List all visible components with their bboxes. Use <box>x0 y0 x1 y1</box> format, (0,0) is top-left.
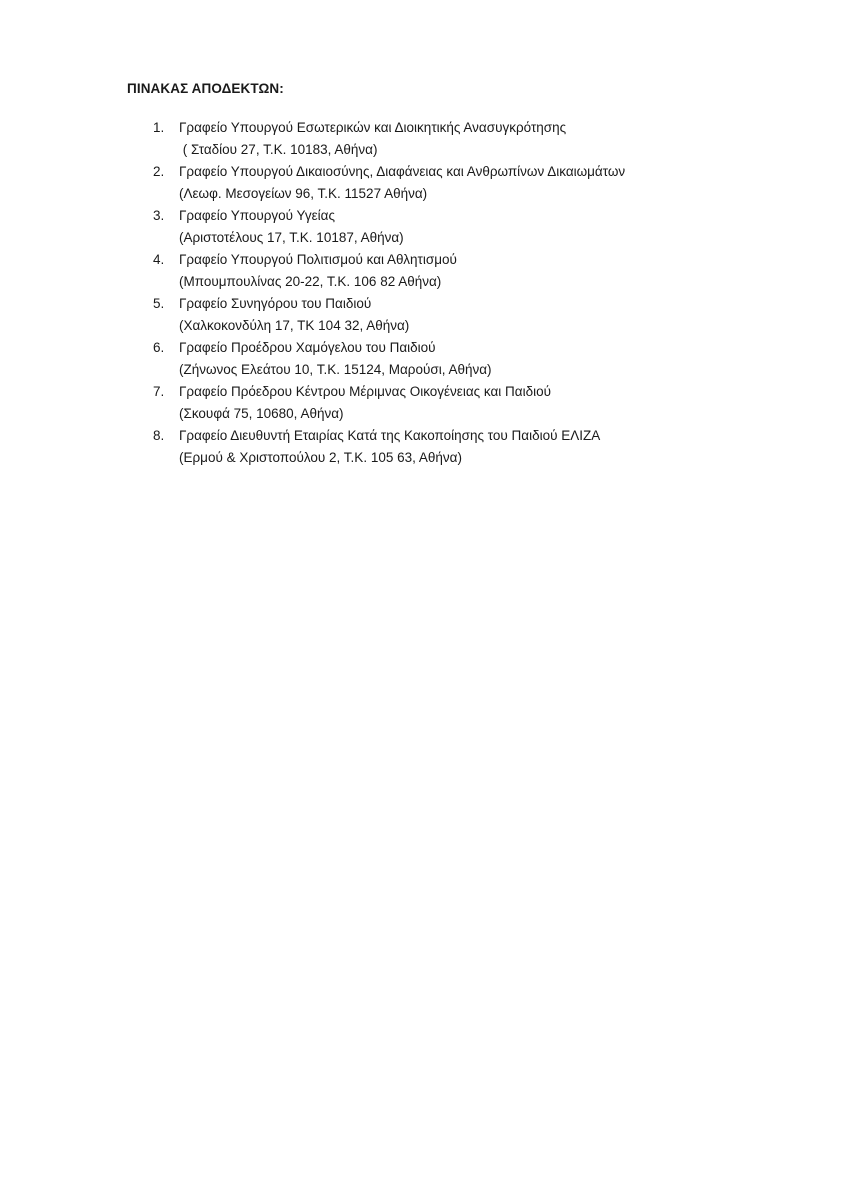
recipients-list <box>150 117 790 469</box>
recipient-office: Γραφείο Συνηγόρου του Παιδιού <box>179 296 372 311</box>
recipient-address: (Αριστοτέλους 17, Τ.Κ. 10187, Αθήνα) <box>179 230 404 245</box>
recipient-number: 3. <box>153 208 165 223</box>
recipient-number: 1. <box>153 120 165 135</box>
recipient-address: (Λεωφ. Μεσογείων 96, Τ.Κ. 11527 Αθήνα) <box>179 186 428 201</box>
recipient-item <box>150 117 790 161</box>
recipient-item <box>150 293 790 337</box>
recipient-office: Γραφείο Πρόεδρου Κέντρου Μέριμνας Οικογένειας και Παιδιού <box>179 384 551 399</box>
recipient-office: Γραφείο Προέδρου Χαμόγελου του Παιδιού <box>179 340 436 355</box>
recipient-office: Γραφείο Υπουργού Εσωτερικών και Διοικητικής Ανασυγκρότησης <box>179 120 567 135</box>
recipient-number: 2. <box>153 164 165 179</box>
recipient-number: 7. <box>153 384 165 399</box>
recipient-address: (Μπουμπουλίνας 20-22, Τ.Κ. 106 82 Αθήνα) <box>179 274 442 289</box>
recipient-number: 8. <box>153 428 165 443</box>
recipient-office: Γραφείο Διευθυντή Εταιρίας Κατά της Κακοποίησης του Παιδιού ΕΛΙΖΑ <box>179 428 601 443</box>
recipient-item <box>150 205 790 249</box>
recipient-office: Γραφείο Υπουργού Πολιτισμού και Αθλητισμού <box>179 252 457 267</box>
recipient-address: (Ερμού & Χριστοπούλου 2, Τ.Κ. 105 63, Αθήνα) <box>179 450 462 465</box>
recipient-item <box>150 337 790 381</box>
recipient-address: (Ζήνωνος Ελεάτου 10, Τ.Κ. 15124, Μαρούσι, Αθήνα) <box>179 362 492 377</box>
recipient-office: Γραφείο Υπουργού Δικαιοσύνης, Διαφάνειας και Ανθρωπίνων Δικαιωμάτων <box>179 164 626 179</box>
recipient-address: (Σκουφά 75, 10680, Αθήνα) <box>179 406 344 421</box>
recipient-item <box>150 381 790 425</box>
recipient-address: ( Σταδίου 27, Τ.Κ. 10183, Αθήνα) <box>179 142 378 157</box>
recipient-number: 5. <box>153 296 165 311</box>
recipient-item <box>150 249 790 293</box>
recipient-address: (Χαλκοκονδύλη 17, ΤΚ 104 32, Αθήνα) <box>179 318 410 333</box>
recipient-item <box>150 425 790 469</box>
recipient-item <box>150 161 790 205</box>
recipient-office: Γραφείο Υπουργού Υγείας <box>179 208 335 223</box>
recipients-heading: ΠΙΝΑΚΑΣ ΑΠΟΔΕΚΤΩΝ: <box>127 81 284 96</box>
recipient-number: 6. <box>153 340 165 355</box>
recipient-number: 4. <box>153 252 165 267</box>
